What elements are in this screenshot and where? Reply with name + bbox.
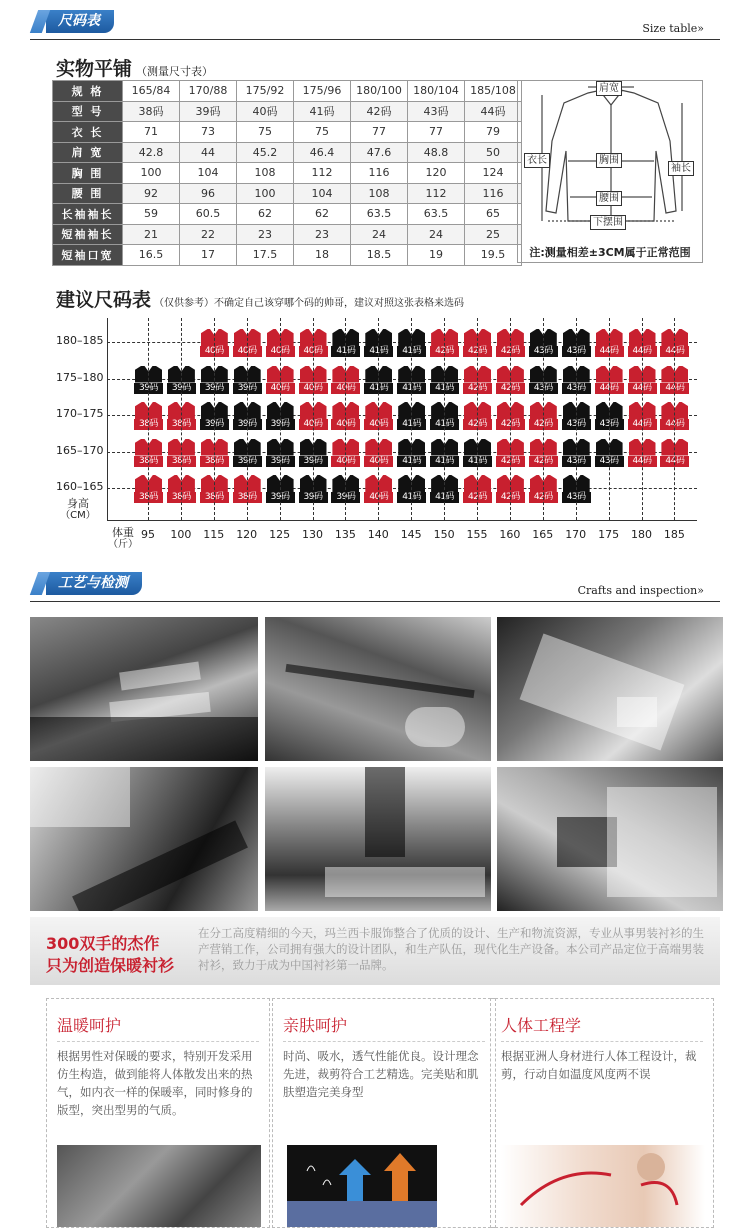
size-cell: 17 xyxy=(180,245,237,266)
size-code: 42码 xyxy=(496,419,525,430)
size-code: 38码 xyxy=(167,456,196,467)
size-code: 39码 xyxy=(266,456,295,467)
craft-section-en-title: Crafts and inspection» xyxy=(577,584,704,597)
size-code: 42码 xyxy=(463,346,492,357)
size-code: 39码 xyxy=(233,419,262,430)
size-cell: 23 xyxy=(237,224,294,245)
recommend-title: 建议尺码表 （仅供参考）不确定自己该穿哪个码的帅哥，建议对照这张表格来选码 xyxy=(56,289,465,311)
size-cell: 24 xyxy=(408,224,465,245)
size-code: 42码 xyxy=(496,383,525,394)
size-cell: 175/92 xyxy=(237,81,294,102)
banner-title-1: 300双手的杰作 xyxy=(46,934,160,953)
size-cell: 43码 xyxy=(408,101,465,122)
size-cell: 124 xyxy=(465,163,522,184)
column-guide xyxy=(576,318,577,520)
size-row-label: 短袖袖长 xyxy=(53,224,123,245)
size-code: 40码 xyxy=(364,456,393,467)
size-code: 40码 xyxy=(331,383,360,394)
size-cell: 44 xyxy=(180,142,237,163)
size-cell: 185/108 xyxy=(465,81,522,102)
size-section-header xyxy=(30,10,720,40)
size-code: 40码 xyxy=(233,346,262,357)
size-cell: 79 xyxy=(465,122,522,143)
height-range-label: 175–180 xyxy=(56,370,104,384)
size-code: 43码 xyxy=(562,492,591,503)
size-cell: 60.5 xyxy=(180,204,237,225)
size-code: 44码 xyxy=(595,346,624,357)
size-cell: 108 xyxy=(237,163,294,184)
size-code: 39码 xyxy=(266,492,295,503)
size-code: 42码 xyxy=(496,492,525,503)
size-code: 44码 xyxy=(660,456,689,467)
craft-section-tab: 工艺与检测 xyxy=(46,572,142,595)
size-cell: 22 xyxy=(180,224,237,245)
size-code: 39码 xyxy=(233,456,262,467)
size-cell: 116 xyxy=(465,183,522,204)
label-sleeve: 袖长 xyxy=(668,161,694,176)
size-table-title: 实物平铺 （测量尺寸表） xyxy=(56,58,214,80)
weight-label: 130 xyxy=(302,528,323,541)
size-code: 38码 xyxy=(200,492,229,503)
column-guide xyxy=(280,318,281,520)
size-cell: 44码 xyxy=(465,101,522,122)
height-range-label: 180–185 xyxy=(56,334,104,347)
label-waist: 腰围 xyxy=(596,191,622,206)
size-cell: 59 xyxy=(123,204,180,225)
size-cell: 112 xyxy=(294,163,351,184)
size-cell: 24 xyxy=(351,224,408,245)
feature-skin xyxy=(272,998,496,1228)
size-cell: 62 xyxy=(237,204,294,225)
size-cell: 180/104 xyxy=(408,81,465,102)
size-cell: 112 xyxy=(408,183,465,204)
size-cell: 71 xyxy=(123,122,180,143)
size-code: 42码 xyxy=(430,346,459,357)
size-cell: 180/100 xyxy=(351,81,408,102)
size-code: 43码 xyxy=(529,346,558,357)
size-code: 43码 xyxy=(562,346,591,357)
height-range-label: 160–165 xyxy=(56,480,104,493)
size-row-label: 肩 宽 xyxy=(53,142,123,163)
size-code: 42码 xyxy=(463,419,492,430)
y-axis-title: 身高 （CM） xyxy=(60,497,96,521)
size-table-row xyxy=(53,163,522,184)
size-table xyxy=(52,80,522,266)
size-code: 39码 xyxy=(167,383,196,394)
size-row-label: 规 格 xyxy=(53,81,123,102)
column-guide xyxy=(247,318,248,520)
x-axis-title: 体重 （斤） xyxy=(108,526,138,550)
column-guide xyxy=(313,318,314,520)
size-code: 41码 xyxy=(430,492,459,503)
size-code: 41码 xyxy=(430,456,459,467)
weight-label: 145 xyxy=(400,528,422,541)
size-code: 42码 xyxy=(463,492,492,503)
weight-label: 125 xyxy=(269,528,291,541)
size-code: 43码 xyxy=(562,383,591,394)
size-code: 42码 xyxy=(529,456,558,467)
size-cell: 42码 xyxy=(351,101,408,122)
weight-label: 170 xyxy=(565,528,587,541)
size-table-row xyxy=(53,204,522,225)
column-guide xyxy=(148,318,149,520)
size-code: 41码 xyxy=(397,456,426,467)
size-table-row xyxy=(53,245,522,266)
size-code: 41码 xyxy=(463,456,492,467)
size-code: 40码 xyxy=(266,383,295,394)
weight-label: 95 xyxy=(141,528,155,541)
column-guide xyxy=(674,318,675,520)
feature-body: 根据亚洲人身材进行人体工程设计，裁剪，行动自如温度风度两不误 xyxy=(501,1049,697,1081)
size-code: 40码 xyxy=(299,419,328,430)
feature-title: 人体工程学 xyxy=(501,1016,582,1035)
column-guide xyxy=(444,318,445,520)
size-code: 41码 xyxy=(430,419,459,430)
size-code: 42码 xyxy=(463,383,492,394)
size-code: 39码 xyxy=(134,383,163,394)
size-code: 40码 xyxy=(299,383,328,394)
size-code: 39码 xyxy=(233,383,262,394)
size-code: 38码 xyxy=(167,419,196,430)
size-cell: 47.6 xyxy=(351,142,408,163)
size-cell: 120 xyxy=(408,163,465,184)
size-cell: 38码 xyxy=(123,101,180,122)
size-code: 43码 xyxy=(595,419,624,430)
height-range-label: 165–170 xyxy=(56,443,104,457)
size-code: 41码 xyxy=(397,346,426,357)
size-code: 43码 xyxy=(595,456,624,467)
size-code: 38码 xyxy=(134,419,163,430)
feature-ergonomics xyxy=(490,998,714,1228)
size-section-en-title: Size table» xyxy=(642,22,704,35)
size-code: 41码 xyxy=(364,346,393,357)
size-code: 38码 xyxy=(233,492,262,503)
size-cell: 16.5 xyxy=(123,245,180,266)
size-cell: 25 xyxy=(465,224,522,245)
size-code: 40码 xyxy=(331,456,360,467)
size-cell: 50 xyxy=(465,142,522,163)
weight-label: 120 xyxy=(236,528,258,541)
size-code: 43码 xyxy=(562,419,591,430)
size-cell: 63.5 xyxy=(351,204,408,225)
size-code: 40码 xyxy=(299,346,328,357)
size-cell: 73 xyxy=(180,122,237,143)
size-table-row xyxy=(53,122,522,143)
size-table-row xyxy=(53,183,522,204)
size-cell: 96 xyxy=(180,183,237,204)
weight-label: 185 xyxy=(663,528,685,541)
x-axis xyxy=(107,520,697,521)
size-code: 41码 xyxy=(364,383,393,394)
weight-label: 150 xyxy=(433,528,455,541)
size-code: 39码 xyxy=(200,383,229,394)
column-guide xyxy=(345,318,346,520)
size-code: 44码 xyxy=(628,419,657,430)
size-cell: 23 xyxy=(294,224,351,245)
column-guide xyxy=(378,318,379,520)
size-cell: 75 xyxy=(294,122,351,143)
size-cell: 62 xyxy=(294,204,351,225)
breathable-fabric-image xyxy=(287,1145,437,1227)
size-cell: 19 xyxy=(408,245,465,266)
size-cell: 42.8 xyxy=(123,142,180,163)
size-code: 44码 xyxy=(628,383,657,394)
size-cell: 77 xyxy=(351,122,408,143)
column-guide xyxy=(477,318,478,520)
weight-label: 100 xyxy=(170,528,192,541)
size-code: 40码 xyxy=(364,419,393,430)
size-cell: 100 xyxy=(237,183,294,204)
size-cell: 48.8 xyxy=(408,142,465,163)
size-cell: 18 xyxy=(294,245,351,266)
size-cell: 175/96 xyxy=(294,81,351,102)
measure-note: 注:测量相差±3CM属于正常范围 xyxy=(529,246,691,259)
weight-label: 140 xyxy=(367,528,389,541)
size-code: 42码 xyxy=(496,456,525,467)
size-cell: 165/84 xyxy=(123,81,180,102)
craft-photo-machine xyxy=(265,617,491,761)
craft-photo-pressing xyxy=(497,617,723,761)
craft-photo-cutting xyxy=(30,617,258,761)
size-cell: 92 xyxy=(123,183,180,204)
size-table-row xyxy=(53,224,522,245)
size-cell: 75 xyxy=(237,122,294,143)
banner-title-2: 只为创造保暖衬衫 xyxy=(46,956,175,975)
feature-warmth xyxy=(46,998,270,1228)
column-guide xyxy=(510,318,511,520)
size-cell: 170/88 xyxy=(180,81,237,102)
size-code: 44码 xyxy=(595,383,624,394)
size-code: 40码 xyxy=(331,419,360,430)
size-cell: 39码 xyxy=(180,101,237,122)
size-cell: 18.5 xyxy=(351,245,408,266)
size-cell: 100 xyxy=(123,163,180,184)
shirt-measure-diagram xyxy=(517,80,703,263)
label-shoulder: 肩宽 xyxy=(596,81,622,96)
size-row-label: 腰 围 xyxy=(53,183,123,204)
size-code: 41码 xyxy=(397,383,426,394)
size-cell: 17.5 xyxy=(237,245,294,266)
ergonomic-body-image xyxy=(501,1145,705,1227)
size-code: 39码 xyxy=(299,456,328,467)
size-code: 42码 xyxy=(496,346,525,357)
craft-photo-stitching xyxy=(265,767,491,911)
label-hem: 下摆围 xyxy=(590,215,626,230)
column-guide xyxy=(609,318,610,520)
weight-label: 160 xyxy=(499,528,521,541)
label-length: 衣长 xyxy=(524,153,550,168)
size-cell: 46.4 xyxy=(294,142,351,163)
craft-section-header xyxy=(30,572,720,602)
size-code: 40码 xyxy=(364,492,393,503)
size-code: 39码 xyxy=(266,419,295,430)
feature-body: 根据男性对保暖的要求，特别开发采用仿生构造，做到能将人体散发出来的热气，如内衣一样的保暖率，同时修身的版型，突出型男的气质。 xyxy=(57,1049,253,1117)
size-cell: 21 xyxy=(123,224,180,245)
weight-label: 135 xyxy=(334,528,356,541)
size-cell: 65 xyxy=(465,204,522,225)
size-code: 40码 xyxy=(200,346,229,357)
size-table-row xyxy=(53,101,522,122)
size-code: 38码 xyxy=(134,456,163,467)
size-cell: 116 xyxy=(351,163,408,184)
craft-banner xyxy=(30,917,720,985)
weight-label: 115 xyxy=(203,528,225,541)
craft-photo-inspection xyxy=(497,767,723,911)
banner-body: 在分工高度精细的今天，玛兰西卡服饰整合了优质的设计、生产和物流资源，专业从事男装衬衫的生产营销工作，公司拥有强大的设计团队，和生产队伍，现代化生产设备。本公司产品定位于高端男装衬衫，致力于成为中国衬衫第一品牌。 xyxy=(198,926,704,972)
size-code: 43码 xyxy=(529,383,558,394)
feature-title: 温暖呵护 xyxy=(57,1016,122,1035)
size-code: 44码 xyxy=(660,383,689,394)
size-cell: 41码 xyxy=(294,101,351,122)
size-table-row xyxy=(53,142,522,163)
size-cell: 45.2 xyxy=(237,142,294,163)
feature-body: 时尚、吸水，透气性能优良。设计理念先进，裁剪符合工艺精选。完美贴和肌肤塑造完美身型 xyxy=(283,1049,479,1099)
weight-label: 155 xyxy=(466,528,488,541)
column-guide xyxy=(214,318,215,520)
size-code: 41码 xyxy=(331,346,360,357)
column-guide xyxy=(411,318,412,520)
size-code: 44码 xyxy=(628,346,657,357)
column-guide xyxy=(642,318,643,520)
fabric-texture-image xyxy=(57,1145,261,1227)
size-section-tab: 尺码表 xyxy=(46,10,114,33)
size-code: 41码 xyxy=(397,492,426,503)
size-code: 39码 xyxy=(299,492,328,503)
size-cell: 104 xyxy=(180,163,237,184)
size-row-label: 衣 长 xyxy=(53,122,123,143)
size-code: 38码 xyxy=(134,492,163,503)
size-row-label: 短袖口宽 xyxy=(53,245,123,266)
size-cell: 108 xyxy=(351,183,408,204)
label-chest: 胸围 xyxy=(596,153,622,168)
size-cell: 63.5 xyxy=(408,204,465,225)
column-guide xyxy=(181,318,182,520)
size-code: 38码 xyxy=(200,456,229,467)
size-code: 44码 xyxy=(660,419,689,430)
size-cell: 77 xyxy=(408,122,465,143)
size-code: 42码 xyxy=(529,419,558,430)
size-cell: 40码 xyxy=(237,101,294,122)
body-motion-icon xyxy=(501,1145,705,1227)
weight-label: 165 xyxy=(532,528,554,541)
size-code: 40码 xyxy=(266,346,295,357)
feature-title: 亲肤呵护 xyxy=(283,1016,348,1035)
size-cell: 19.5 xyxy=(465,245,522,266)
y-axis xyxy=(107,318,108,520)
size-code: 44码 xyxy=(628,456,657,467)
size-row-label: 型 号 xyxy=(53,101,123,122)
height-range-label: 170–175 xyxy=(56,407,104,420)
craft-photo-sewing xyxy=(30,767,258,911)
size-row-label: 长袖袖长 xyxy=(53,204,123,225)
weight-label: 175 xyxy=(598,528,620,541)
size-cell: 104 xyxy=(294,183,351,204)
size-code: 43码 xyxy=(562,456,591,467)
size-code: 41码 xyxy=(430,383,459,394)
size-code: 41码 xyxy=(397,419,426,430)
size-code: 39码 xyxy=(200,419,229,430)
size-row-label: 胸 围 xyxy=(53,163,123,184)
column-guide xyxy=(543,318,544,520)
size-code: 42码 xyxy=(529,492,558,503)
size-table-row xyxy=(53,81,522,102)
airflow-arrows-icon xyxy=(287,1145,437,1227)
weight-label: 180 xyxy=(631,528,652,541)
size-code: 44码 xyxy=(660,346,689,357)
size-code: 38码 xyxy=(167,492,196,503)
size-code: 39码 xyxy=(331,492,360,503)
